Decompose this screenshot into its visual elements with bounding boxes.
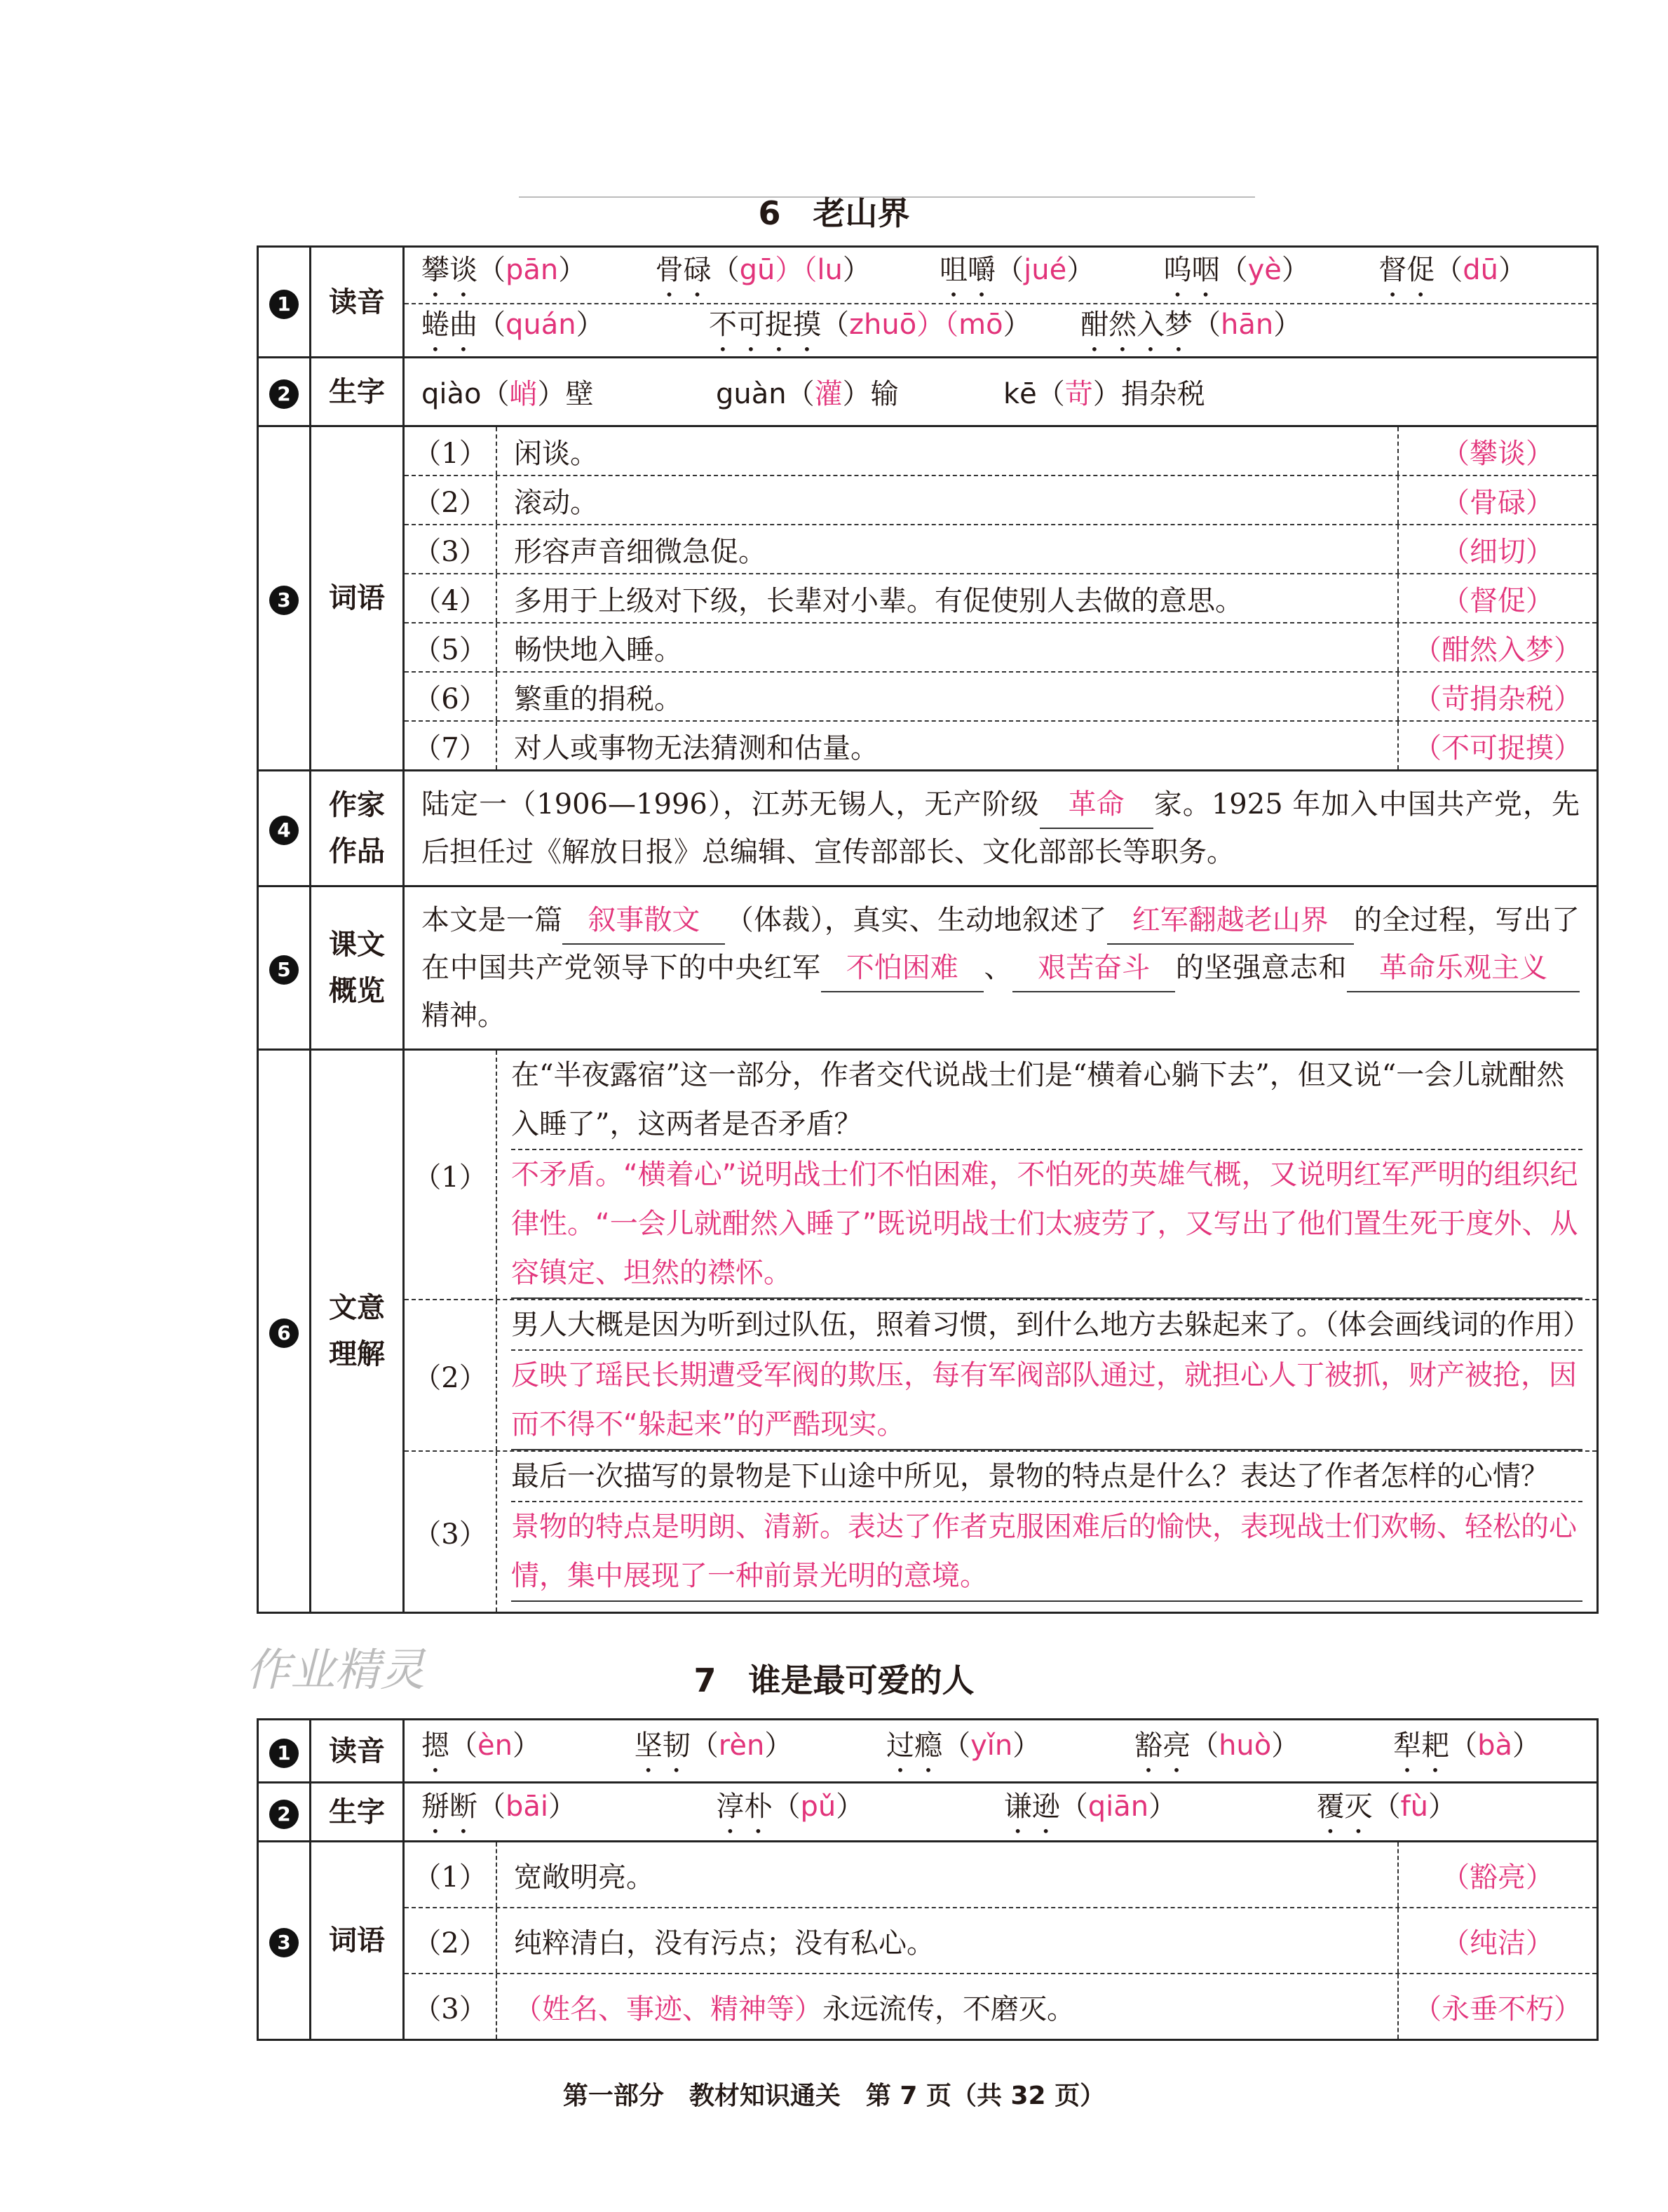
pinyin-item: 摁（èn） [421, 1729, 541, 1762]
pinyin-item: 骨碌（gū）（lu） [655, 254, 871, 286]
row-number: 2 [269, 379, 299, 409]
row-label: 读音 [311, 247, 404, 358]
row-label: 读音 [311, 1720, 404, 1783]
question-item: （3） 最后一次描写的景物是下山途中所见，景物的特点是什么？表达了作者怎样的心情？ 景物的特点是明朗、清新。表达了作者克服困难后的愉快，表现战士们欢畅、轻松的心情，集中展现了一种前景光明的意境。 [405, 1452, 1596, 1612]
row-label: 生字 [311, 1783, 404, 1842]
pinyin-item: 犁耙（bà） [1393, 1729, 1540, 1762]
section-6-table [257, 245, 1599, 1614]
pronunciation-row [258, 1720, 1598, 1783]
pinyin-item: 谦逊（qiān） [1003, 1790, 1177, 1823]
definition-item: （2） 纯粹清白，没有污点；没有私心。 （纯洁） [405, 1908, 1596, 1974]
overview-row [258, 886, 1598, 1050]
row-number: 1 [269, 290, 299, 319]
characters-row [258, 1783, 1598, 1842]
definition-item: （4） 多用于上级对下级，长辈对小辈。有促使别人去做的意思。 （督促） [405, 574, 1596, 623]
pinyin-item: 督促（dū） [1378, 254, 1526, 286]
row-number: 2 [269, 1800, 299, 1829]
vocabulary-row [258, 426, 1598, 771]
row-number: 4 [269, 816, 299, 845]
question-item: （1） 在“半夜露宿”这一部分，作者交代说战士们是“横着心躺下去”，但又说“一会儿就酣然入睡了”，这两者是否矛盾？ 不矛盾。“横着心”说明战士们不怕困难，不怕死的英雄气概，又说明红军严明的组织纪律性。“一会儿就酣然入睡了”既说明战士们太疲劳了，又写出了他们置生死于度外、从容镇定、坦然的襟怀。 [405, 1051, 1596, 1300]
watermark-text: 作业精灵 [245, 1645, 425, 1697]
row-label: 作家 [329, 789, 385, 821]
row-label: 课文 [329, 929, 385, 961]
row-number: 1 [269, 1739, 299, 1768]
comprehension-row [258, 1050, 1598, 1613]
definition-item: （7） 对人或事物无法猜测和估量。 （不可捉摸） [405, 722, 1596, 769]
row-label: 概览 [329, 975, 385, 1007]
row-label: 理解 [329, 1338, 385, 1370]
pinyin-item: 掰断（bāi） [421, 1790, 577, 1823]
char-item: kē（苛）捐杂税 [1003, 378, 1205, 410]
char-item: guàn（灌）输 [716, 378, 899, 410]
definition-item: （6） 繁重的捐税。 （苛捐杂税） [405, 673, 1596, 722]
row-label: 文意 [329, 1292, 385, 1324]
pinyin-item: 豁亮（huò） [1134, 1729, 1300, 1762]
row-number: 5 [269, 955, 299, 985]
section-7-table [257, 1718, 1599, 2041]
pinyin-item: 酣然入梦（hān） [1080, 309, 1302, 341]
definition-item: （5） 畅快地入睡。 （酣然入梦） [405, 623, 1596, 673]
page-footer: 第一部分 教材知识通关 第 7 页（共 32 页） [562, 2082, 1106, 2110]
characters-row [258, 358, 1598, 426]
overview-text: 本文是一篇 叙事散文 （体裁），真实、生动地叙述了 红军翻越老山界 的全过程，写出了在中国共产党领导下的中央红军 不怕困难 、 艰苦奋斗 的坚强意志和 革命乐观主义精神。 [405, 887, 1596, 1048]
pinyin-item: 覆灭（fù） [1316, 1790, 1456, 1823]
author-text: 陆定一（1906—1996），江苏无锡人，无产阶级 革命 家。1925 年加入中国共产党，先后担任过《解放日报》总编辑、宣传部部长、文化部部长等职务。 [405, 771, 1596, 885]
section-7-title: 7 谁是最可爱的人 [693, 1661, 975, 1699]
row-number: 6 [269, 1319, 299, 1348]
char-item: qiào（峭）壁 [421, 378, 594, 410]
question-item: （2） 男人大概是因为听到过队伍，照着习惯，到什么地方去躲起来了。（体会画线词的作用） 反映了瑶民长期遭受军阀的欺压，每有军阀部队通过，就担心人丁被抓，财产被抢，因而不得不“躲起来”的严酷现实。 [405, 1300, 1596, 1452]
row-number: 3 [269, 1928, 299, 1957]
pinyin-item: 咀嚼（jué） [940, 254, 1095, 286]
row-label: 作品 [329, 835, 385, 868]
definition-item: （2） 滚动。 （骨碌） [405, 476, 1596, 525]
pinyin-item: 坚韧（rèn） [634, 1729, 793, 1762]
pinyin-item: 蜷曲（quán） [421, 309, 604, 341]
pinyin-item: 淳朴（pǔ） [716, 1790, 864, 1823]
definition-item: （3） （姓名、事迹、精神等）永远流传，不磨灭。 （永垂不朽） [405, 1974, 1596, 2039]
row-number: 3 [269, 586, 299, 615]
pinyin-item: 过瘾（yǐn） [886, 1729, 1041, 1762]
row-label: 词语 [311, 1842, 404, 2040]
row-label: 生字 [311, 358, 404, 426]
pronunciation-row [258, 247, 1598, 358]
pinyin-item: 不可捉摸（zhuō）（mō） [709, 309, 1031, 341]
definition-item: （3） 形容声音细微急促。 （细切） [405, 525, 1596, 574]
row-label: 词语 [311, 426, 404, 771]
vocabulary-row [258, 1842, 1598, 2040]
pinyin-item: 攀谈（pān） [421, 254, 587, 286]
definition-item: （1） 闲谈。 （攀谈） [405, 427, 1596, 476]
definition-item: （1） 宽敞明亮。 （豁亮） [405, 1842, 1596, 1908]
pinyin-item: 呜咽（yè） [1163, 254, 1310, 286]
author-row [258, 771, 1598, 886]
section-6-title: 6 老山界 [758, 194, 910, 232]
